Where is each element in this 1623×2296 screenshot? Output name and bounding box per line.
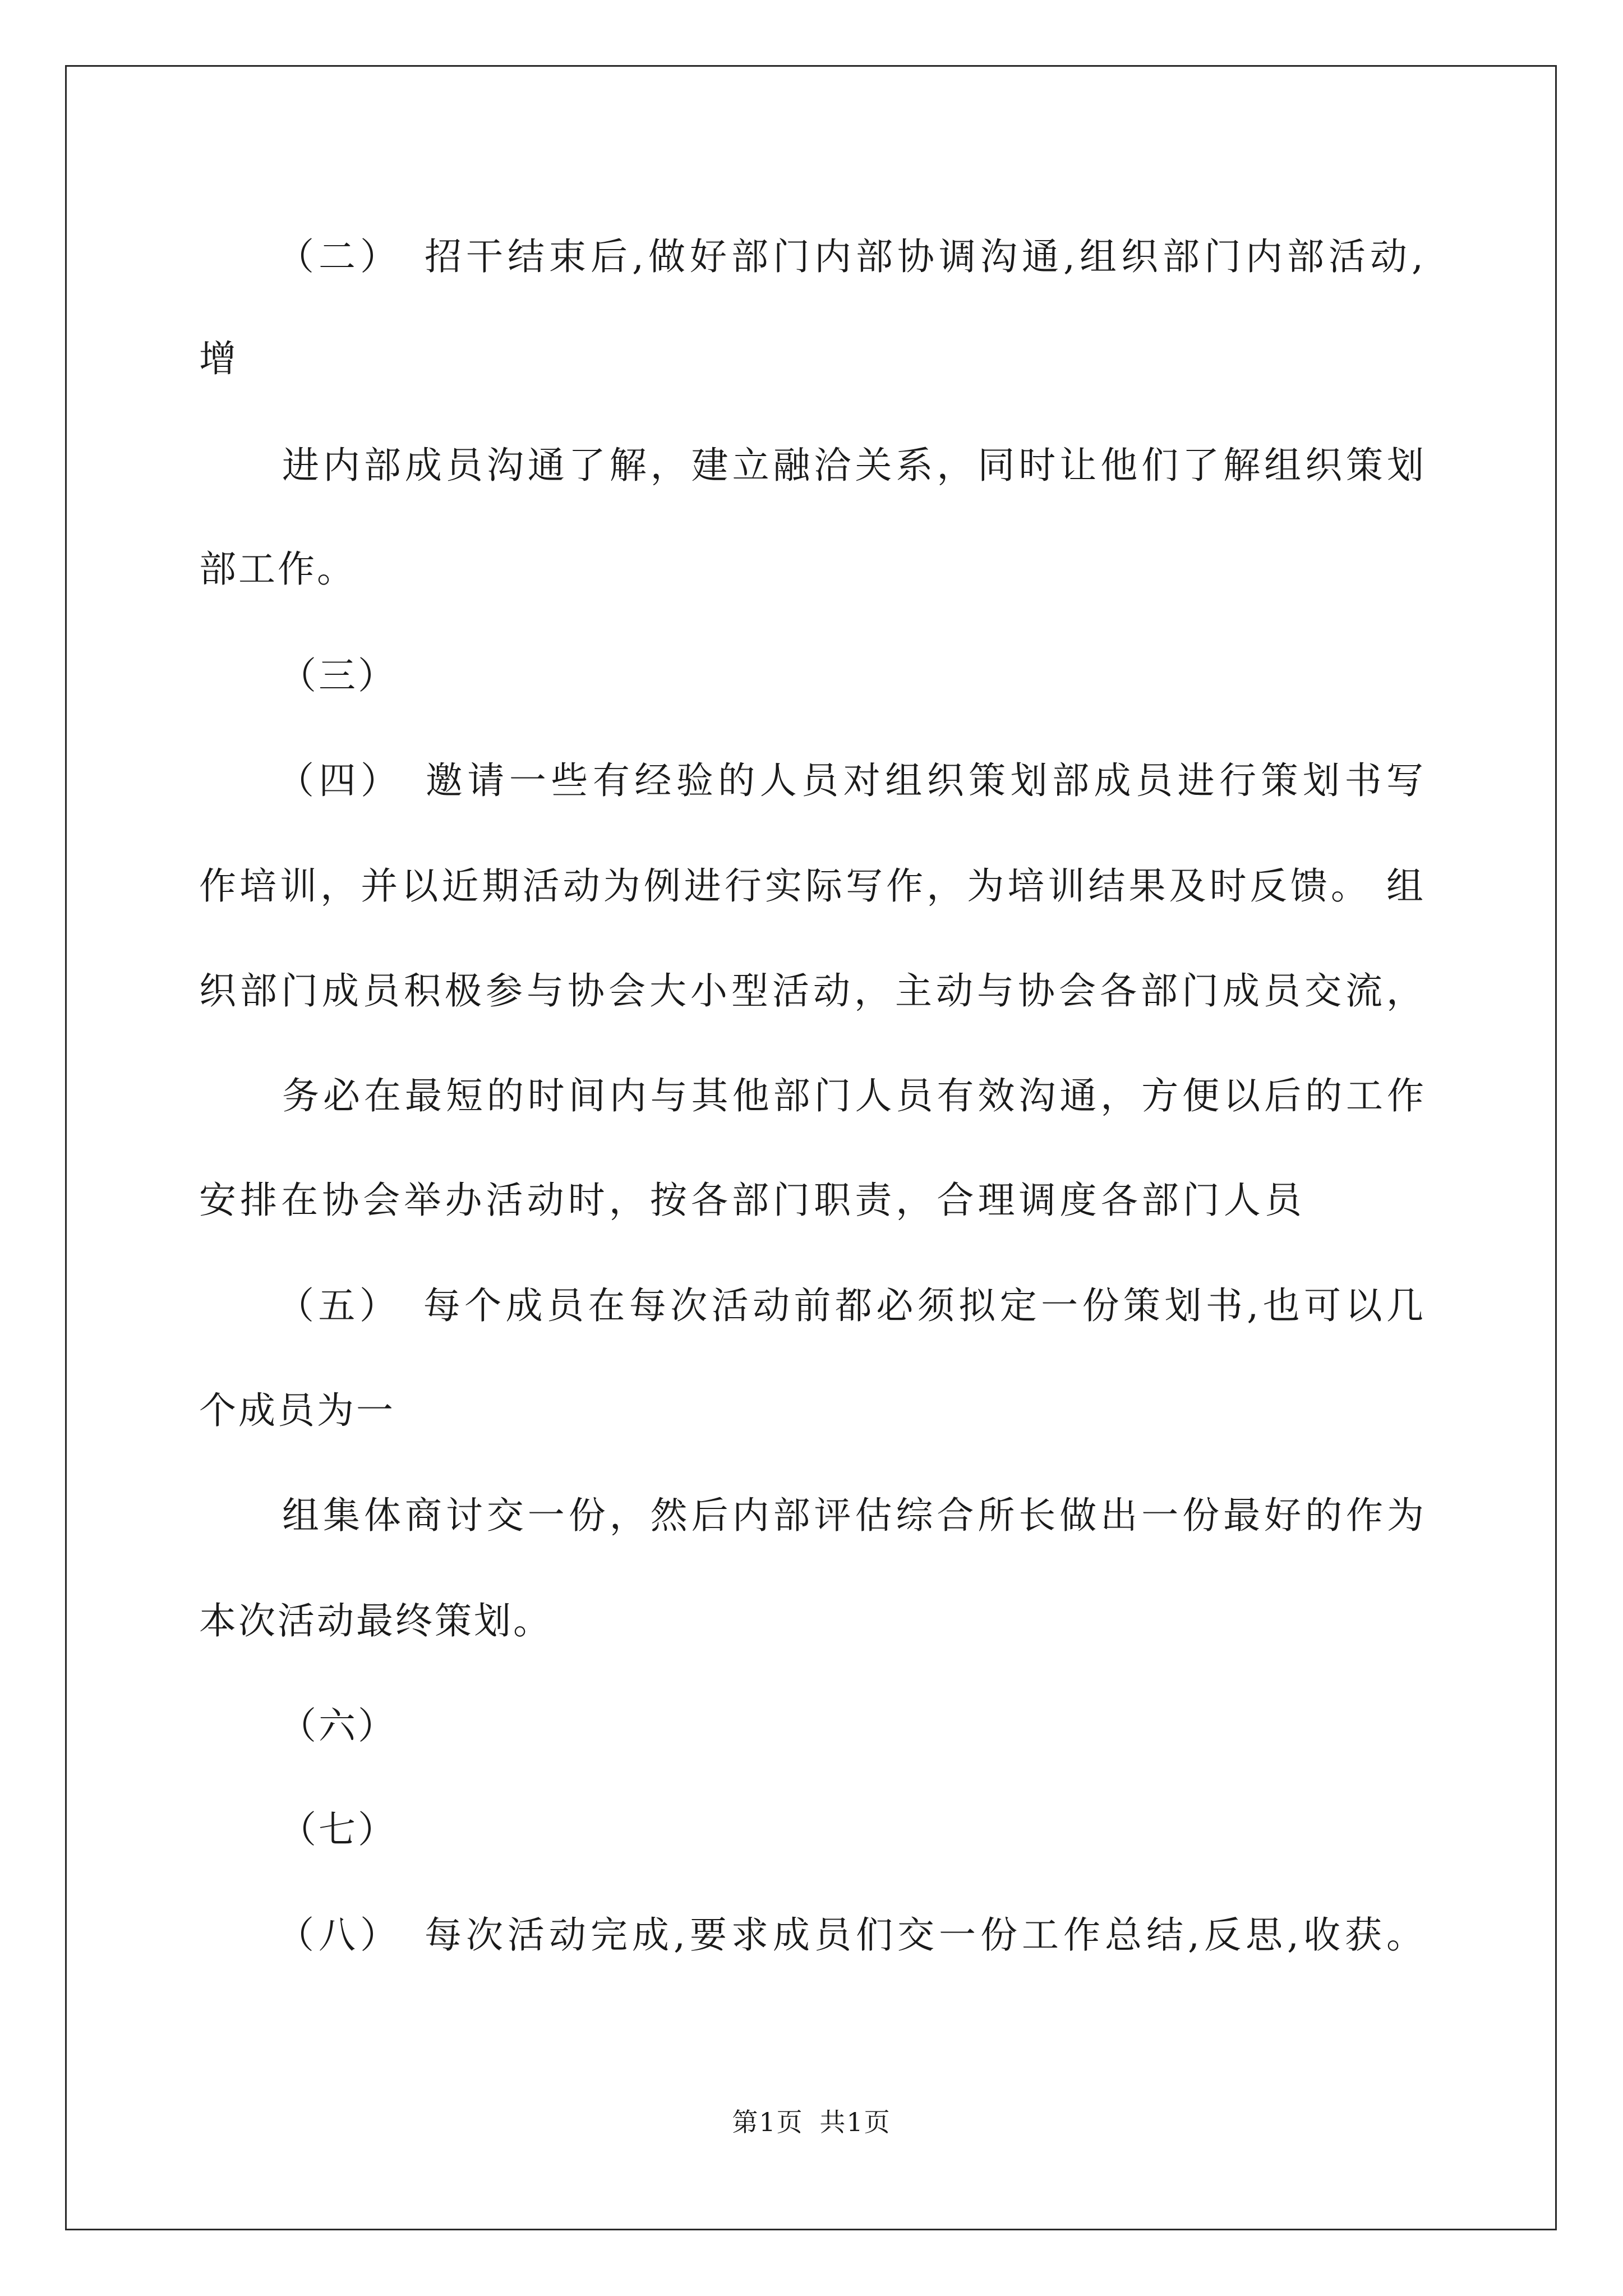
page-number: 第1页 (732, 2107, 804, 2137)
page-border (65, 65, 1557, 2230)
page-footer (0, 2106, 1623, 2138)
paragraph-8-line-1: （八） 每次活动完成,要求成员们交一份工作总结,反思,收获。 (277, 1913, 1426, 1957)
paragraph-5-line-2: 个成员为一 (199, 1389, 395, 1432)
page-total: 共1页 (819, 2107, 891, 2137)
paragraph-continuation-3-line-2: 本次活动最终策划。 (199, 1599, 552, 1642)
paragraph-4-line-1: （四） 邀请一些有经验的人员对组织策划部成员进行策划书写 (277, 759, 1426, 802)
paragraph-7-heading: （七） (279, 1808, 397, 1851)
paragraph-3-heading: （三） (279, 654, 397, 697)
paragraph-2-line-1: （二） 招干结束后,做好部门内部协调沟通,组织部门内部活动, (277, 235, 1426, 278)
paragraph-4-line-2: 作培训，并以近期活动为例进行实际写作，为培训结果及时反馈。 组 (199, 864, 1426, 908)
paragraph-continuation-2-line-2: 安排在协会举办活动时，按各部门职责，合理调度各部门人员 (199, 1179, 1304, 1222)
paragraph-continuation-2-line-1: 务必在最短的时间内与其他部门人员有效沟通，方便以后的工作 (282, 1074, 1426, 1117)
paragraph-6-heading: （六） (279, 1704, 397, 1747)
paragraph-continuation-3-line-1: 组集体商讨交一份，然后内部评估综合所长做出一份最好的作为 (282, 1494, 1426, 1537)
paragraph-continuation-1-line-1: 进内部成员沟通了解，建立融洽关系，同时让他们了解组织策划 (282, 444, 1426, 487)
paragraph-4-line-3: 织部门成员积极参与协会大小型活动，主动与协会各部门成员交流， (199, 969, 1426, 1013)
paragraph-5-line-1: （五） 每个成员在每次活动前都必须拟定一份策划书,也可以几 (277, 1284, 1426, 1327)
paragraph-2-line-2: 增 (199, 337, 238, 380)
paragraph-continuation-1-line-2: 部工作。 (199, 547, 356, 591)
